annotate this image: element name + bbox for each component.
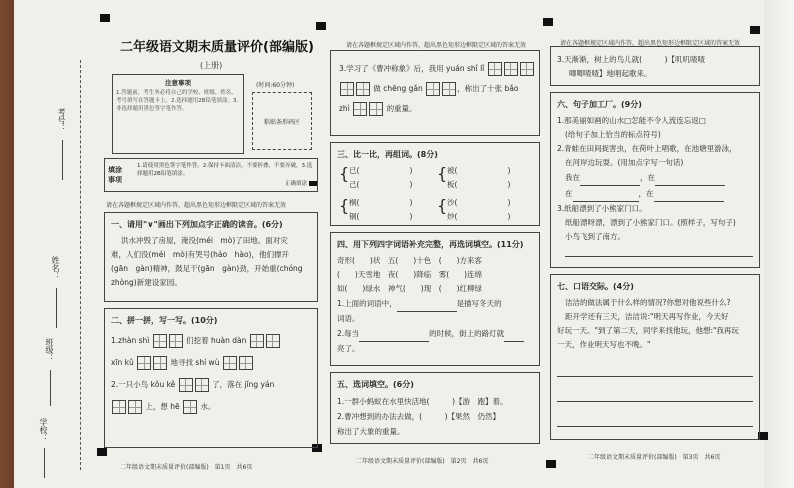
question-2-row <box>111 396 311 418</box>
choice-line: 3.天渐渐，树上的鸟儿就( )【叽叽喳喳 <box>557 55 706 64</box>
char-word: ) <box>409 212 413 221</box>
writing-grid[interactable] <box>426 82 440 96</box>
pinyin-prompt: xīn kǔ <box>111 358 134 367</box>
writing-grid[interactable] <box>369 102 383 116</box>
fill-example-label: 正确填涂 <box>285 181 308 187</box>
writing-grid[interactable] <box>183 400 197 414</box>
answer-blank[interactable] <box>655 177 725 186</box>
compare-item <box>349 196 412 210</box>
writing-grid[interactable] <box>112 400 126 414</box>
pinyin-prompt: 1.zhàn shì <box>111 336 150 345</box>
choice-line: 1.一群小蚂蚁在水里快活地( )【游 跑】着。 <box>337 397 508 406</box>
char-word: 己( <box>349 180 360 189</box>
page-3-footer: 二年级语文期末质量评价(部编版) 第3页 共6页 <box>588 454 721 461</box>
brace-icon: { <box>437 196 448 215</box>
alignment-mark <box>97 448 107 456</box>
question-2-box <box>104 308 318 448</box>
question-5-box <box>330 372 540 444</box>
pinyin-prompt: 水。 <box>200 402 216 411</box>
sidebar-fill-line <box>50 370 51 406</box>
writing-grid[interactable] <box>520 62 534 76</box>
char-word: 板( <box>447 180 458 189</box>
passage-line: 好玩一天。"到了第二天，同学来找他玩，他想:"我再玩 <box>557 326 739 335</box>
sentence-line: 纸船漂呀漂，漂到了小熊家门口。(照样子，写句子) <box>565 218 736 227</box>
sidebar-label-class: 班级： <box>45 338 54 362</box>
alignment-mark <box>546 460 556 468</box>
notice-title: 注意事项 <box>165 79 191 87</box>
writing-grid[interactable] <box>153 334 167 348</box>
sentence-line: 1.那美丽如画的山水□怎能不令人流连忘返□ <box>557 116 706 125</box>
alignment-mark <box>750 26 760 34</box>
question-3-row <box>339 59 531 79</box>
choice-line: 2.曹冲想到的办法去做，( )【果然 仍然】 <box>337 412 501 421</box>
question-6-box <box>550 92 760 268</box>
paper-edge <box>764 0 794 488</box>
char-word: ) <box>409 198 413 207</box>
alignment-mark <box>316 22 326 30</box>
writing-grid[interactable] <box>250 334 264 348</box>
page-subtitle: (上册) <box>200 61 223 70</box>
writing-grid[interactable] <box>223 356 237 370</box>
sentence-text: ，在 <box>638 189 654 198</box>
question-3-row <box>339 79 531 99</box>
idiom-row: 如( )绿水 神气( )现 ( )红柳绿 <box>337 284 483 293</box>
question-text: 做 chēng gǎn <box>373 84 423 93</box>
writing-grid[interactable] <box>128 400 142 414</box>
sentence-line: (给句子加上恰当的标点符号) <box>565 130 661 139</box>
page-1-footer: 二年级语文期末质量评价(部编版) 第1页 共6页 <box>120 464 253 471</box>
page-title: 二年级语文期末质量评价(部编版) <box>120 40 314 55</box>
question-6-title: 六、句子加工厂。(9分) <box>557 100 642 109</box>
answer-warning: 请在各题框规定区域内作答，超出黑色矩形边框限定区域的答案无效 <box>560 40 741 47</box>
char-word: ) <box>507 212 511 221</box>
question-5-title: 五、选词填空。(6分) <box>337 380 414 389</box>
sidebar-fill-line <box>62 140 63 180</box>
char-word: 桐( <box>349 198 360 207</box>
pinyin-prompt: 上，想 hē <box>145 402 180 411</box>
answer-blank[interactable] <box>654 193 724 202</box>
answer-blank[interactable] <box>565 248 753 257</box>
fill-sentence-cont: 亮了。 <box>337 344 360 353</box>
sidebar-label-school: 学校： <box>39 418 48 442</box>
filled-bubble-icon <box>309 181 317 186</box>
compare-item <box>349 210 412 224</box>
question-7-title: 七、口语交际。(4分) <box>557 282 634 291</box>
sentence-text: ，在 <box>640 173 655 182</box>
question-4-title: 四、用下列四字词语补充完整，再选词填空。(11分) <box>337 240 524 249</box>
alignment-mark <box>100 14 110 22</box>
question-2-row <box>111 330 311 352</box>
char-word: ) <box>409 166 413 175</box>
notice-box <box>112 74 244 154</box>
fill-text: 1.请使用黑色签字笔作答。2.保持卡面清洁，不要折叠、不要弄破。3.选择题用2B铅笔填涂。 <box>137 163 313 177</box>
writing-grid[interactable] <box>340 82 354 96</box>
compare-pairs <box>337 164 533 228</box>
sentence-line: 2.青蛙在田间捉害虫，在荷叶上唱歌，在池塘里游泳， <box>557 144 737 153</box>
writing-grid[interactable] <box>239 356 253 370</box>
page-2-footer: 二年级语文期末质量评价(部编版) 第2页 共6页 <box>356 458 489 465</box>
fill-sentence <box>337 326 533 342</box>
question-text: 的重量。 <box>386 104 417 113</box>
answer-blank[interactable] <box>397 303 457 312</box>
pinyin-prompt: 了，落在 jǐng yán <box>212 380 275 389</box>
choice-line: 唧唧喳喳】地唱起歌来。 <box>569 69 652 78</box>
writing-grid[interactable] <box>153 356 167 370</box>
writing-grid[interactable] <box>266 334 280 348</box>
answer-blank[interactable] <box>580 177 640 186</box>
sidebar-label-id: 考号： <box>57 108 66 132</box>
sidebar-fill-line <box>56 288 57 328</box>
brace-icon: { <box>437 164 448 183</box>
fill-sentence-cont: 词语。 <box>337 314 360 323</box>
question-1-line: 洪水冲毁了房屋，淹没(méi mò)了田地。面对灾 <box>121 236 288 245</box>
char-word: ) <box>507 198 511 207</box>
compare-item <box>349 164 412 178</box>
answer-warning: 请在各题框规定区域内作答，超出黑色矩形边框限定区域的答案无效 <box>106 202 287 209</box>
compare-item <box>447 196 510 210</box>
barcode-area <box>252 92 312 150</box>
question-3-box <box>330 142 540 226</box>
sentence-line: 小鸟飞到了南方。 <box>565 232 625 241</box>
question-1-line: 难，人们没(méi mò)有哭号(háo hào)，他们撑开 <box>111 250 289 259</box>
answer-row <box>557 186 753 202</box>
pinyin-prompt: 地寻找 shí wù <box>170 358 220 367</box>
passage-line: 洁洁的做法属于什么样的情况?你想对他说些什么? <box>565 298 731 307</box>
fill-instructions <box>104 158 318 192</box>
binding-line <box>80 60 81 470</box>
compare-item <box>447 210 510 224</box>
writing-grid[interactable] <box>504 62 518 76</box>
answer-blank[interactable] <box>504 333 524 342</box>
question-7-box <box>550 274 760 440</box>
sentence-text: 是描写冬天的 <box>456 299 502 308</box>
idiom-row: 奇形( )状 五( )十色 ( )方来客 <box>337 256 483 265</box>
writing-grid[interactable] <box>356 82 370 96</box>
compare-item <box>447 164 510 178</box>
sidebar-label-name: 姓名： <box>51 256 60 280</box>
passage-line: 距开学还有三天，洁洁说:"明天再写作业，今天好 <box>565 312 729 321</box>
pinyin-prompt: 2.一只小鸟 kǒu kě <box>111 380 176 389</box>
answer-blank[interactable] <box>557 368 753 377</box>
brace-icon: { <box>339 196 350 215</box>
sentence-text: 我在 <box>565 173 580 182</box>
sentence-text: 1.上面的词语中， <box>337 299 397 308</box>
char-word: 沙( <box>447 198 458 207</box>
question-3-row <box>339 99 531 119</box>
answer-blank[interactable] <box>557 393 753 402</box>
char-word: 炒( <box>447 212 458 221</box>
question-3-title: 三、比一比，再组词。(8分) <box>337 150 438 159</box>
answer-blank[interactable] <box>573 193 639 202</box>
sidebar-fill-line <box>44 448 45 478</box>
answer-blank[interactable] <box>557 418 753 427</box>
answer-row <box>557 170 753 186</box>
char-word: ) <box>507 180 511 189</box>
barcode-label: 粘贴条形码区 <box>263 119 300 126</box>
question-text: ，称出了十张 bǎo <box>457 84 519 93</box>
writing-grid[interactable] <box>169 334 183 348</box>
writing-grid[interactable] <box>442 82 456 96</box>
question-text: zhì <box>339 104 350 113</box>
answer-warning: 请在各题框规定区域内作答，超出黑色矩形边框限定区域的答案无效 <box>346 42 527 49</box>
sentence-line: 在河岸边玩耍。(用加点字写一句话) <box>565 158 684 167</box>
time-note: (时间:60分钟) <box>256 82 295 89</box>
sentence-text: 2.每当 <box>337 329 360 338</box>
question-2-row <box>111 374 311 396</box>
compare-item <box>349 178 412 192</box>
question-3-top-box <box>330 50 540 136</box>
question-4-box <box>330 232 540 366</box>
brace-icon: { <box>339 164 350 183</box>
compare-item <box>447 178 510 192</box>
alignment-mark <box>543 18 553 26</box>
question-2-row <box>111 352 311 374</box>
answer-blank[interactable] <box>359 333 429 342</box>
writing-grid[interactable] <box>353 102 367 116</box>
char-word: 被( <box>447 166 458 175</box>
question-1-line: zhòng)新建设家园。 <box>111 278 182 287</box>
pinyin-prompt: 们挖着 huàn dàn <box>186 336 247 345</box>
char-word: ) <box>409 180 413 189</box>
fill-label: 填涂 事项 <box>108 166 122 184</box>
writing-grid[interactable] <box>179 378 193 392</box>
fill-sentence <box>337 296 533 312</box>
fill-example <box>285 179 317 187</box>
sentence-text: 的时候，街上的路灯就 <box>429 329 505 338</box>
sentence-text: 在 <box>565 189 573 198</box>
writing-grid[interactable] <box>488 62 502 76</box>
question-text: 3.学习了《曹冲称象》后，我用 yuán shǐ lǐ <box>339 64 485 73</box>
writing-grid[interactable] <box>137 356 151 370</box>
sentence-line: 3.纸船漂到了小熊家门口。 <box>557 204 647 213</box>
notice-text: 1.答题前，考生务必将自己的学校、班级、姓名、考号填写在答题卡上。2.选择题用2B铅笔填涂。3.非选择题用黑色签字笔作答。 <box>116 90 239 112</box>
question-1-box <box>104 212 318 302</box>
question-1-line: (gān gàn)精神，鼓足干(gān gàn)劲，开始重(chóng <box>111 264 303 273</box>
char-word: ) <box>507 166 511 175</box>
idiom-row: ( )天雪地 夜( )降临 雾( )连绵 <box>337 270 483 279</box>
question-2-title: 二、拼一拼，写一写。(10分) <box>111 316 218 325</box>
question-5-cont-box <box>550 46 760 86</box>
question-1-title: 一、请用"∨"画出下列加点字正确的读音。(6分) <box>111 220 283 229</box>
passage-line: 一天，作业明天写也不晚。" <box>557 340 651 349</box>
char-word: 已( <box>349 166 360 175</box>
choice-line: 称出了大象的重量。 <box>337 427 405 436</box>
char-word: 铜( <box>349 212 360 221</box>
writing-grid[interactable] <box>195 378 209 392</box>
